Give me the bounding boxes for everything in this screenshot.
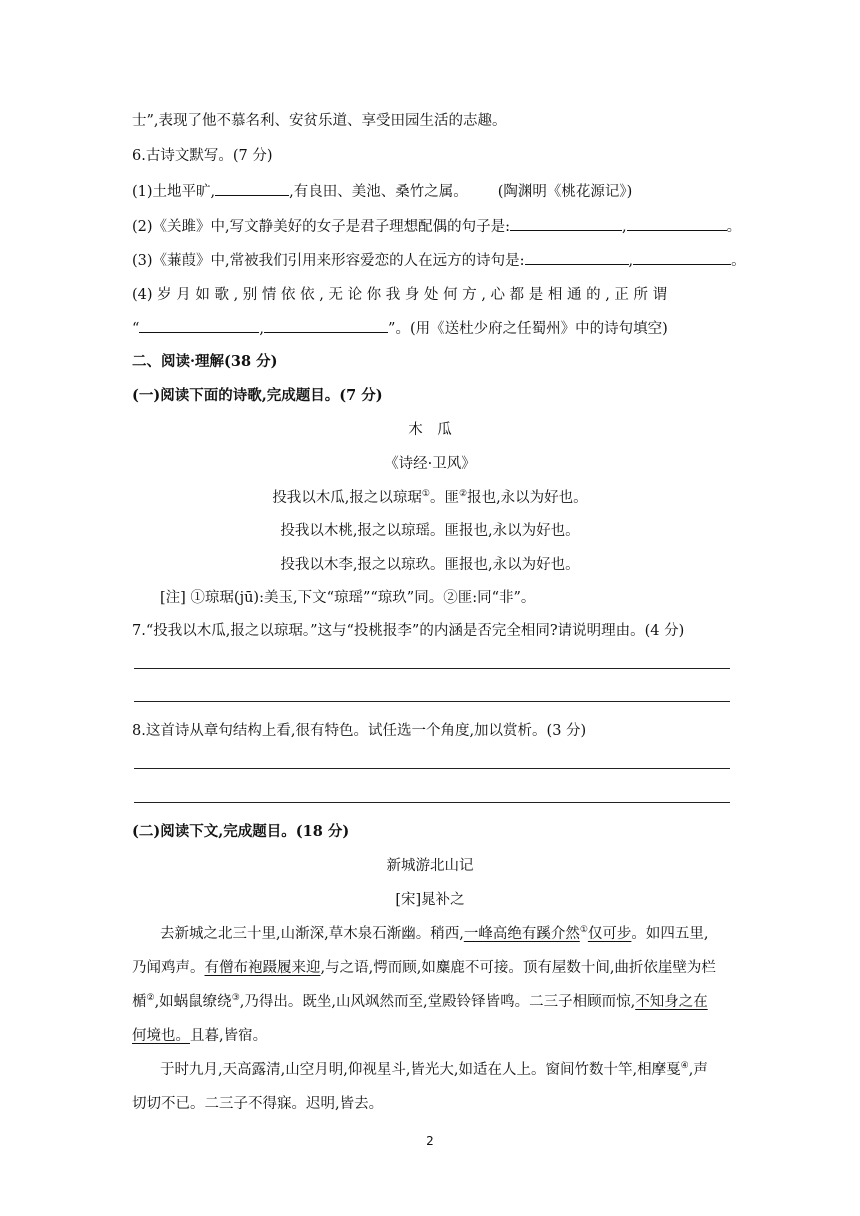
answer-line[interactable] [134, 768, 730, 769]
answer-line[interactable] [134, 701, 730, 702]
paragraph-1-line-3: 楯②,如蜗鼠缭绕③,乃得出。既坐,山风飒然而至,堂殿铃铎皆鸣。二三子相顾而惊,不知身之在 [132, 993, 708, 1010]
section-2-heading: 二、阅读·理解(38 分) [132, 353, 278, 370]
page-number: 2 [426, 1134, 434, 1148]
poem-line-3: 投我以木李,报之以琼玖。匪报也,永以为好也。 [280, 557, 580, 573]
answer-blank[interactable] [264, 318, 388, 333]
text-line: 士”,表现了他不慕名利、安贫乐道、享受田园生活的志趣。 [132, 113, 507, 129]
poem-line-1: 投我以木瓜,报之以琼琚①。匪②报也,永以为好也。 [272, 489, 588, 506]
paragraph-1-line-2: 乃闻鸡声。有僧布袍蹑履来迎,与之语,愕而顾,如麋鹿不可接。顶有屋数十间,曲折依崖壁为栏 [132, 960, 716, 976]
essay-title: 新城游北山记 [386, 858, 474, 874]
question-6-2: (2)《关雎》中,写文静美好的女子是君子理想配偶的句子是: , 。 [132, 216, 732, 237]
answer-blank[interactable] [525, 250, 629, 265]
question-7: 7.“投我以木瓜,报之以琼琚。”这与“投桃报李”的内涵是否完全相同?请说明理由。(4 分) [132, 623, 685, 639]
question-6-heading: 6.古诗文默写。(7 分) [132, 148, 273, 164]
answer-line[interactable] [134, 802, 730, 803]
answer-blank[interactable] [139, 318, 259, 333]
question-6-3: (3)《蒹葭》中,常被我们引用来形容爱恋的人在远方的诗句是: , 。 [132, 250, 732, 271]
paragraph-2-line-1: 于时九月,天高露清,山空月明,仰视星斗,皆光大,如适在人上。窗间竹数十竿,相摩戛④,声 [160, 1061, 708, 1078]
question-8: 8.这首诗从章句结构上看,很有特色。试任选一个角度,加以赏析。(3 分) [132, 723, 587, 739]
answer-blank[interactable] [627, 216, 727, 231]
paragraph-2-line-2: 切切不已。二三子不得寐。迟明,皆去。 [132, 1096, 384, 1112]
poem-title: 木 瓜 [408, 422, 452, 438]
question-6-4: (4) 岁 月 如 歌 , 别 情 依 依 , 无 论 你 我 身 处 何 方 , 心 都 是 相 通 的 , 正 所 谓 [132, 287, 668, 303]
question-6-1: (1)土地平旷, ,有良田、美池、桑竹之属。 (陶渊明《桃花源记》) [132, 181, 732, 202]
answer-blank[interactable] [510, 216, 622, 231]
answer-blank[interactable] [633, 250, 731, 265]
poem-line-2: 投我以木桃,报之以琼瑶。匪报也,永以为好也。 [280, 523, 580, 539]
question-6-4-blanks: “ , ”。(用《送杜少府之任蜀州》中的诗句填空) [132, 318, 732, 339]
answer-blank[interactable] [215, 181, 289, 196]
subsection-2-heading: (二)阅读下文,完成题目。(18 分) [132, 823, 350, 840]
answer-line[interactable] [134, 668, 730, 669]
subsection-1-heading: (一)阅读下面的诗歌,完成题目。(7 分) [132, 387, 383, 404]
paragraph-1-line-4: 何境也。且暮,皆宿。 [132, 1028, 268, 1044]
poem-source: 《诗经·卫风》 [384, 456, 476, 472]
paragraph-1-line-1: 去新城之北三十里,山渐深,草木泉石渐幽。稍西,一峰高绝有蹊介然①仅可步。如四五里, [160, 925, 709, 942]
poem-note: [注] ①琼琚(jū):美玉,下文“琼瑶”“琼玖”同。②匪:同“非”。 [160, 590, 536, 606]
essay-author: [宋]晁补之 [395, 892, 465, 908]
